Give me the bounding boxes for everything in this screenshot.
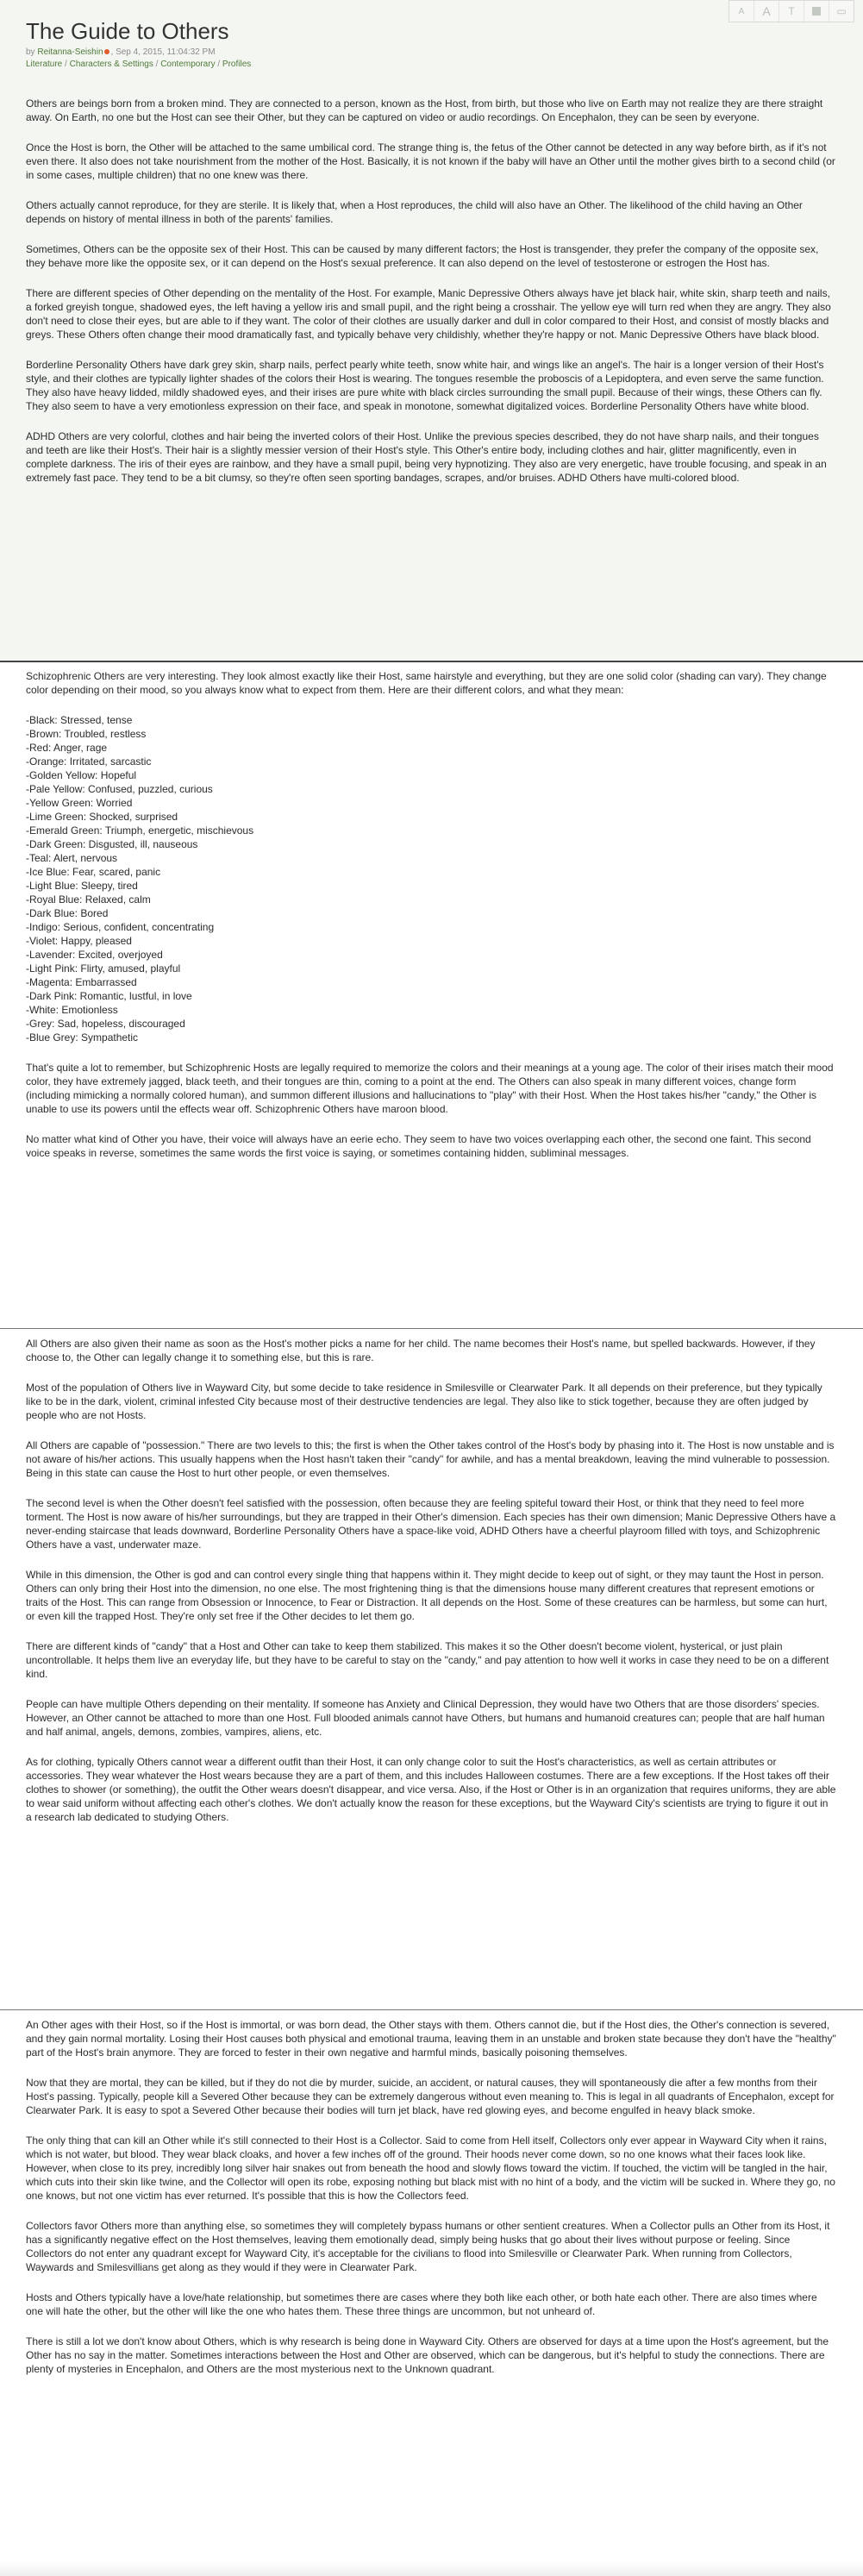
category-link[interactable]: Literature [26,60,63,69]
paragraph: While in this dimension, the Other is god and can control every single thing that happens within it. They might decide to keep out of sight, or they may taunt the Host in person. Others can only bring their Host into the dimension, no one else. The most frightening thing is that the dimensions house many different creatures that represent emotions or traits of the Host. This can range from Obsession or Innocence, to Fear or Distraction. It all depends on the Host. Some of these creatures can be harmless, but some can hurt, or even kill the trapped Host. They're only set free if the Other decides to let them go. [26,1569,828,1622]
list-item: -Emerald Green: Triumph, energetic, mischievous [26,824,254,837]
minimize-button[interactable]: ▭ [829,1,854,22]
serif-toggle-button[interactable]: T [779,1,804,22]
list-item: -Dark Pink: Romantic, lustful, in love [26,990,192,1002]
section-origins [26,97,836,501]
breadcrumb: Literature / Characters & Settings / Contemporary / Profiles [26,60,252,69]
category-link[interactable]: Profiles [222,60,252,69]
list-item: -Grey: Sad, hopeless, discouraged [26,1018,185,1030]
section-mortality [26,2018,836,2392]
paragraph: All Others are capable of "possession." There are two levels to this; the first is when the Other takes control of the Host's body by phasing into it. The Host is now unstable and is not aware of his/her actions. This usually happens when the Host hasn't taken their "candy" for awhile, and has a mental breakdown, leaving the mind vulnerable to possession. Being in this state can cause the Host to hurt other people, or even themselves. [26,1439,835,1479]
paragraph: There are different kinds of "candy" that a Host and Other can take to keep them stabilized. This makes it so the Other doesn't become violent, hysterical, or just plain uncontrollable. It helps them live an everyday life, but they have to be careful to stay on the "candy," and pay attention to how well it works in case they need to be on a different kind. [26,1640,829,1680]
paragraph: The second level is when the Other doesn't feel satisfied with the possession, often because they are feeling spiteful toward their Host, or think that they need to feel more torment. The Host is now aware of his/her surroundings, but they are trapped in their Other's dimension. Each species has their own dimension; Manic Depressive Others have a never-ending staircase that leads downward, Borderline Personality Others have a space-like void, ADHD Others have a cheerful playroom filled with toys, and Schizophrenic Others have a vast, underwater maze. [26,1497,836,1551]
paragraph: Hosts and Others typically have a love/hate relationship, but sometimes there are cases where they both like each other, or both hate each other. There are also times where one will hate the other, but the other will like the one who hates them. These three things are uncommon, but not unheard of. [26,2291,817,2317]
list-item: -Brown: Troubled, restless [26,728,147,740]
paragraph: Now that they are mortal, they can be killed, but if they do not die by murder, suicide, an accident, or natural causes, they will spontaneously die after a few months from their Host's passing. Typically, people kill a Severed Other because they can be extremely dangerous without even meaning to. This is legal in all quadrants of Encephalon, except for Clearwater Park. It is easy to spot a Severed Other because their bodies will turn jet black, have red glowing eyes, and become engulfed in heavy black smoke. [26,2077,835,2116]
category-link[interactable]: Contemporary [160,60,216,69]
paragraph: That's quite a lot to remember, but Schizophrenic Hosts are legally required to memorize the colors and their meanings at a young age. The color of their irises match their mood color, they have extremely jagged, black teeth, and their tongues are thin, coming to a point at the end. The Others can also speak in many different voices, change form (including mimicking a normally colored human), and summon different illusions and hallucinations to "play" with their Host. When the Host takes his/her "candy," the Other is unable to use its powers until the effects wear off. Schizophrenic Others have maroon blood. [26,1062,834,1115]
list-item: -Pale Yellow: Confused, puzzled, curious [26,783,213,795]
section-divider [0,1328,863,1329]
list-item: -Light Pink: Flirty, amused, playful [26,962,181,975]
paragraph: There is still a lot we don't know about Others, which is why research is being done in Wayward City. Others are observed for days at a time upon the Host's agreement, but the Other has no say in the matter. Sometimes interactions between the Host and Other are observed, which can be dangerous, but it's helpful to study the connections. There are plenty of mysteries in Encephalon, and Others are the most mysterious next to the Unknown quadrant. [26,2335,829,2375]
paragraph: ADHD Others are very colorful, clothes and hair being the inverted colors of their Host. Unlike the previous species described, they do not have sharp nails, and their tongues and teeth are like their Host's. Their hair is a slightly messier version of their Host's style. This Other's entire body, including clothes and hair, glitter magnificently, even in complete darkness. The iris of their eyes are rainbow, and they have a small pupil, being very hypnotizing. They also are very energetic, have trouble focusing, and speak in an extremely fast pace. They tend to be a bit clumsy, so they're often seen sporting bandages, scrapes, and/or bruises. ADHD Others have multi-colored blood. [26,430,827,484]
list-item: -Lime Green: Shocked, surprised [26,811,178,823]
paragraph: Most of the population of Others live in Wayward City, but some decide to take residence in Smilesville or Clearwater Park. It all depends on their preference, but they typically like to be in the dark, violent, criminal infested City because most of their destructive tendencies are legal. They also like to stick together, because they are often judged by people who are not Hosts. [26,1382,822,1421]
list-item: -Red: Anger, rage [26,742,108,754]
paragraph: The only thing that can kill an Other while it's still connected to their Host is a Collector. Said to come from Hell itself, Collectors only ever appear in Wayward City when it rains, which is not water, but blood. They wear black cloaks, and hover a few inches off of the ground. Their hoods never come down, so no one knows what their faces look like. However, when close to its prey, incredibly long silver hair snakes out from beneath the hood and slowly flows toward the victim. If touched, the victim will be tangled in the hair, which cuts into their skin like twine, and the Collector will open its robe, exposing nothing but black mist with no hint of a body, and the victim will be sucked in. Where they go, no one knows, but not one victim has ever returned. It's possible that this is how the Collectors feed. [26,2134,835,2202]
paragraph: As for clothing, typically Others cannot wear a different outfit than their Host, it can only change color to suit the Host's characteristics, as well as certain attributes or accessories. They wear whatever the Host wears because they are a part of them, and this includes Halloween costumes. There are a few exceptions. If the Host takes off their clothes to shower (or something), the outfit the Other wears doesn't disappear, and vice versa. Also, if the Host or Other is in an organization that requires uniforms, they are able to wear said uniform without affecting each other's clothes. We don't actually know the reason for these exceptions, but the Wayward City's scientists are trying to figure it out in a research lab dedicated to studying Others. [26,1756,836,1823]
mood-color-list [26,713,836,1044]
list-item: -Orange: Irritated, sarcastic [26,755,152,768]
page-footer-edge [0,2561,863,2576]
paragraph: Collectors favor Others more than anything else, so sometimes they will completely bypass humans or other sentient creatures. When a Collector pulls an Other from its Host, it has a significantly negative effect on the Host themselves, leaving them emotionally dead, simply being husks that go about their lives without purpose or feeling. Since Collectors do not enter any quadrant except for Wayward City, it's acceptable for the civilians to flood into Smilesville or Clearwater Park. When running from Collectors, Waywards and Smilesvillians get along as they would if they were in Clearwater Park. [26,2220,830,2273]
paragraph: Others actually cannot reproduce, for they are sterile. It is likely that, when a Host reproduces, the child will also have an Other. The likelihood of the child having an Other depends on history of mental illness in both of the parents' families. [26,199,803,225]
section-schizophrenic [26,669,836,1176]
list-item: -Dark Green: Disgusted, ill, nauseous [26,838,198,850]
list-item: -Royal Blue: Relaxed, calm [26,893,151,906]
list-item: -Dark Blue: Bored [26,907,109,919]
paragraph: An Other ages with their Host, so if the Host is immortal, or was born dead, the Other stays with them. Others cannot die, but if the Host dies, the Other's connection is severed, and they gain normal mortality. Losing their Host causes both physical and emotional trauma, leaving them in an unstable and broken state because they don't have the "healthy" part of the Host's brain anymore. They are forced to fester in their own negative and harmful minds, basically poisoning themselves. [26,2019,836,2059]
article-header [26,17,836,71]
paragraph: Sometimes, Others can be the opposite sex of their Host. This can be caused by many different factors; the Host is transgender, they prefer the company of the opposite sex, they behave more like the opposite sex, or it can depend on the Host's sexual preference. It can also depend on the level of testosterone or estrogen the Host has. [26,243,819,269]
font-larger-button[interactable]: A [754,1,779,22]
list-item: -Magenta: Embarrassed [26,976,137,988]
font-smaller-button[interactable]: A [738,6,745,16]
list-item: -Blue Grey: Sympathetic [26,1031,139,1044]
paragraph: People can have multiple Others depending on their mentality. If someone has Anxiety and Clinical Depression, they would have two Others that are those disorders' species. However, an Other cannot be attached to more than one Host. Full blooded animals cannot have Others, but humans and humanoid creatures can; people that are half human and half animal, angels, demons, zombies, vampires, aliens, etc. [26,1698,825,1738]
list-item: -Golden Yellow: Hopeful [26,769,137,781]
list-item: -Indigo: Serious, confident, concentrating [26,921,215,933]
status-dot-icon [104,49,109,54]
paragraph: Once the Host is born, the Other will be attached to the same umbilical cord. The strange thing is, the fetus of the Other cannot be detected in any way before birth, as if it's not even there. It also does not take nourishment from the mother of the Host. Basically, it is not known if the baby will have an Other until the mother gives birth to a second child (or in some cases, multiple children) that no one knew was there. [26,141,835,181]
list-item: -White: Emotionless [26,1004,118,1016]
section-divider [0,661,863,662]
list-item: -Yellow Green: Worried [26,797,133,809]
list-item: -Black: Stressed, tense [26,714,133,726]
paragraph: Borderline Personality Others have dark grey skin, sharp nails, perfect pearly white teeth, snow white hair, and wings like an angel's. The hair is a longer version of their Host's style, and their clothes are typically lighter shades of the colors their Host is wearing. The tongues resemble the proboscis of a Lepidoptera, and even serve the same function. They also have heavy lidded, mildly shadowed eyes, and their irises are pure white with black circles surrounding the small pupil. Because of their wings, these Others can fly. They also seem to have a very emotionless expression on their face, and speak in monotone, somewhat digitalized voices. Borderline Personality Others have white blood. [26,359,824,412]
author-link[interactable]: Reitanna-Seishin [37,47,103,57]
publish-date: , Sep 4, 2015, 11:04:32 PM [110,47,216,57]
paragraph: No matter what kind of Other you have, their voice will always have an eerie echo. They seem to have two voices overlapping each other, the second one faint. This second voice speaks in reverse, sometimes the same words the first voice is saying, or sometimes containing hidden, subliminal messages. [26,1133,811,1159]
list-item: -Lavender: Excited, overjoyed [26,949,163,961]
list-item: -Ice Blue: Fear, scared, panic [26,866,161,878]
paragraph: All Others are also given their name as soon as the Host's mother picks a name for her child. The name becomes their Host's name, but spelled backwards. However, if they choose to, the Other can legally change it to something else, but this is rare. [26,1338,816,1363]
byline [26,47,836,59]
list-item: -Teal: Alert, nervous [26,852,118,864]
page-title: The Guide to Others [26,18,229,44]
section-names-possession [26,1337,836,1840]
category-link[interactable]: Characters & Settings [69,60,153,69]
paragraph: There are different species of Other depending on the mentality of the Host. For example, Manic Depressive Others always have jet black hair, white skin, sharp teeth and nails, a forked greyish tongue, shadowed eyes, the left having a yellow iris and small pupil, and the right being a crosshair. The yellow eye will turn red when they are angry. They also don't need to close their eyes, but are able to if they want. The color of their clothes are usually darker and dull in color compared to their Host, and consist of mostly blacks and greys. These Others often change their mood dramatically fast, and typically behave very childishly, whether they're happy or not. Manic Depressive Others have black blood. [26,287,831,341]
paragraph: Schizophrenic Others are very interesting. They look almost exactly like their Host, same hairstyle and everything, but they are one solid color (shading can vary). They change color depending on their mood, so you always know what to expect from them. Here are their different colors, and what they mean: [26,670,827,696]
byline-prefix: by [26,47,35,57]
list-item: -Light Blue: Sleepy, tired [26,880,138,892]
paragraph: Others are beings born from a broken mind. They are connected to a person, known as the Host, from birth, but those who live on Earth may not realize they are there straight away. On Earth, no one but the Host can see their Other, but they can be captured on video or audio recordings. On Encephalon, they can be seen by everyone. [26,97,823,123]
section-divider [0,2009,863,2010]
square-icon [812,7,821,16]
list-item: -Violet: Happy, pleased [26,935,132,947]
